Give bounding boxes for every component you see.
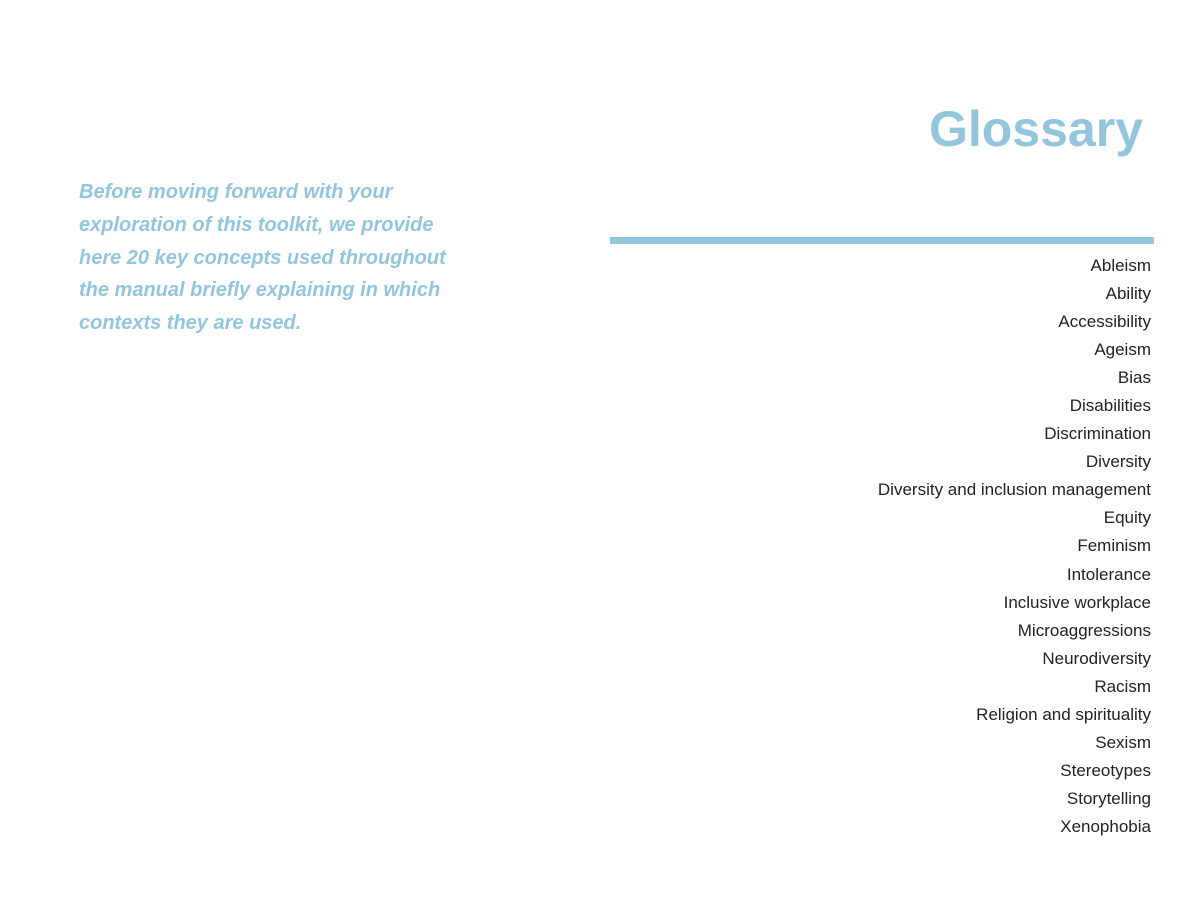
glossary-term: Xenophobia [1060, 816, 1151, 836]
glossary-term: Religion and spirituality [976, 704, 1151, 724]
glossary-term: Microaggressions [1017, 620, 1151, 640]
glossary-term: Neurodiversity [1042, 648, 1151, 668]
glossary-term: Stereotypes [1060, 760, 1151, 780]
glossary-term: Ableism [1090, 256, 1151, 275]
glossary-term: Feminism [1077, 536, 1151, 556]
glossary-term: Diversity [1085, 452, 1151, 472]
glossary-term: Ageism [1094, 340, 1151, 360]
glossary-term: Storytelling [1066, 788, 1151, 808]
glossary-term: Discrimination [1044, 424, 1151, 444]
glossary-term: Racism [1094, 676, 1151, 696]
glossary-term: Ability [1105, 284, 1151, 304]
glossary-term: Sexism [1095, 732, 1151, 752]
glossary-term: Equity [1103, 508, 1151, 528]
glossary-term: Disabilities [1069, 396, 1151, 416]
page-title: Glossary [928, 101, 1143, 157]
glossary-term: Bias [1117, 368, 1151, 388]
glossary-term: Accessibility [1058, 312, 1151, 332]
glossary-term-list [878, 252, 1151, 841]
title-divider [610, 237, 1154, 244]
glossary-term: Inclusive workplace [1003, 592, 1151, 612]
intro-text: Before moving forward with your exploration of this toolkit, we provide here 20 key concepts used throughout the manual briefly explaining in which contexts they are used. [79, 181, 446, 335]
glossary-term: Intolerance [1066, 564, 1151, 584]
glossary-term: Diversity and inclusion management [877, 480, 1151, 500]
